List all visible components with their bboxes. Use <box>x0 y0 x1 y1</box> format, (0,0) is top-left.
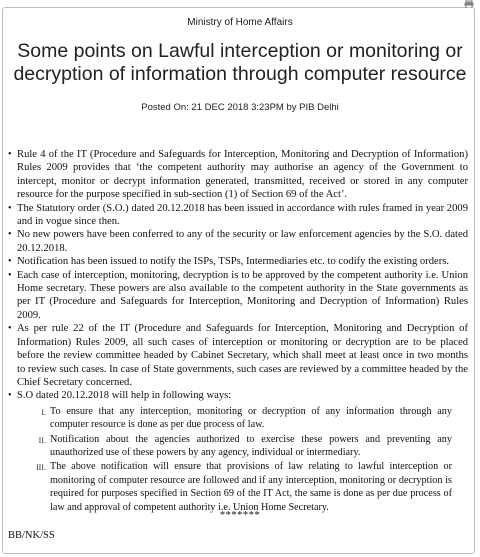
list-item: • As per rule 22 of the IT (Procedure and Safeguards for Interception, Monitoring and Decryption of Information) Rules 2009, all such cases of interception or monitoring or decryption are to be placed before the review committee headed by Cabinet Secretary, which shall meet at least once in two months to review such cases. In case of State governments, such cases are reviewed by a committee headed by the Chief Secretary concerned. <box>17 322 468 389</box>
author-initials: BB/NK/SS <box>8 530 55 541</box>
list-item: • Each case of interception, monitoring, decryption is to be approved by the competent authority i.e. Union Home secretary. These powers are also available to the competent authority in the State governments as per IT (Procedure and Safeguards for Interception, Monitoring and Decryption of Information) Rules 2009. <box>17 269 468 323</box>
list-item: • The Statutory order (S.O.) dated 20.12.2018 has been issued in accordance with rules framed in year 2009 and in vogue since then. <box>17 202 468 229</box>
separator-stars: ******* <box>219 510 261 521</box>
sub-list-item: I. To ensure that any interception, monitoring or decryption of any information through any computer resource is done as per due process of law. <box>50 405 452 432</box>
sub-list-item: III. The above notification will ensure that provisions of law relating to lawful interception or monitoring of computer resource are followed and if any interception, monitoring or decryption is required for purposes specified in Section 69 of the IT Act, the same is done as per due process of law and approval of competent authority i.e. Union Home Secretary. <box>50 460 452 514</box>
list-item: • Notification has been issued to notify the ISPs, TSPs, Intermediaries etc. to codify the existing orders. <box>17 255 468 268</box>
print-icon[interactable] <box>464 0 474 8</box>
list-item <box>17 389 468 514</box>
list-item-text: S.O dated 20.12.2018 will help in following ways: <box>17 390 232 402</box>
page-title: Some points on Lawful interception or monitoring or decryption of information through computer resource <box>13 40 467 85</box>
list-item: • Rule 4 of the IT (Procedure and Safeguards for Interception, Monitoring and Decryption of Information) Rules 2009 provides that ‘the competent authority may authorise an agency of the Government to intercept, monitor or decrypt information generated, transmitted, received or stored in any computer resource for the purpose specified in sub-section (1) of Section 69 of the Act’. <box>17 148 468 202</box>
posted-date: Posted On: 21 DEC 2018 3:23PM by PIB Delhi <box>141 102 339 113</box>
sub-list-item: II. Notification about the agencies authorized to exercise these powers and preventing any unauthorized use of these powers by any agency, individual or intermediary. <box>50 433 452 460</box>
ministry-name: Ministry of Home Affairs <box>187 17 293 28</box>
point-list <box>8 148 468 514</box>
sub-point-list <box>17 405 468 514</box>
release-body <box>8 148 468 515</box>
list-item: • No new powers have been conferred to any of the security or law enforcement agencies by the S.O. dated 20.12.2018. <box>17 228 468 255</box>
